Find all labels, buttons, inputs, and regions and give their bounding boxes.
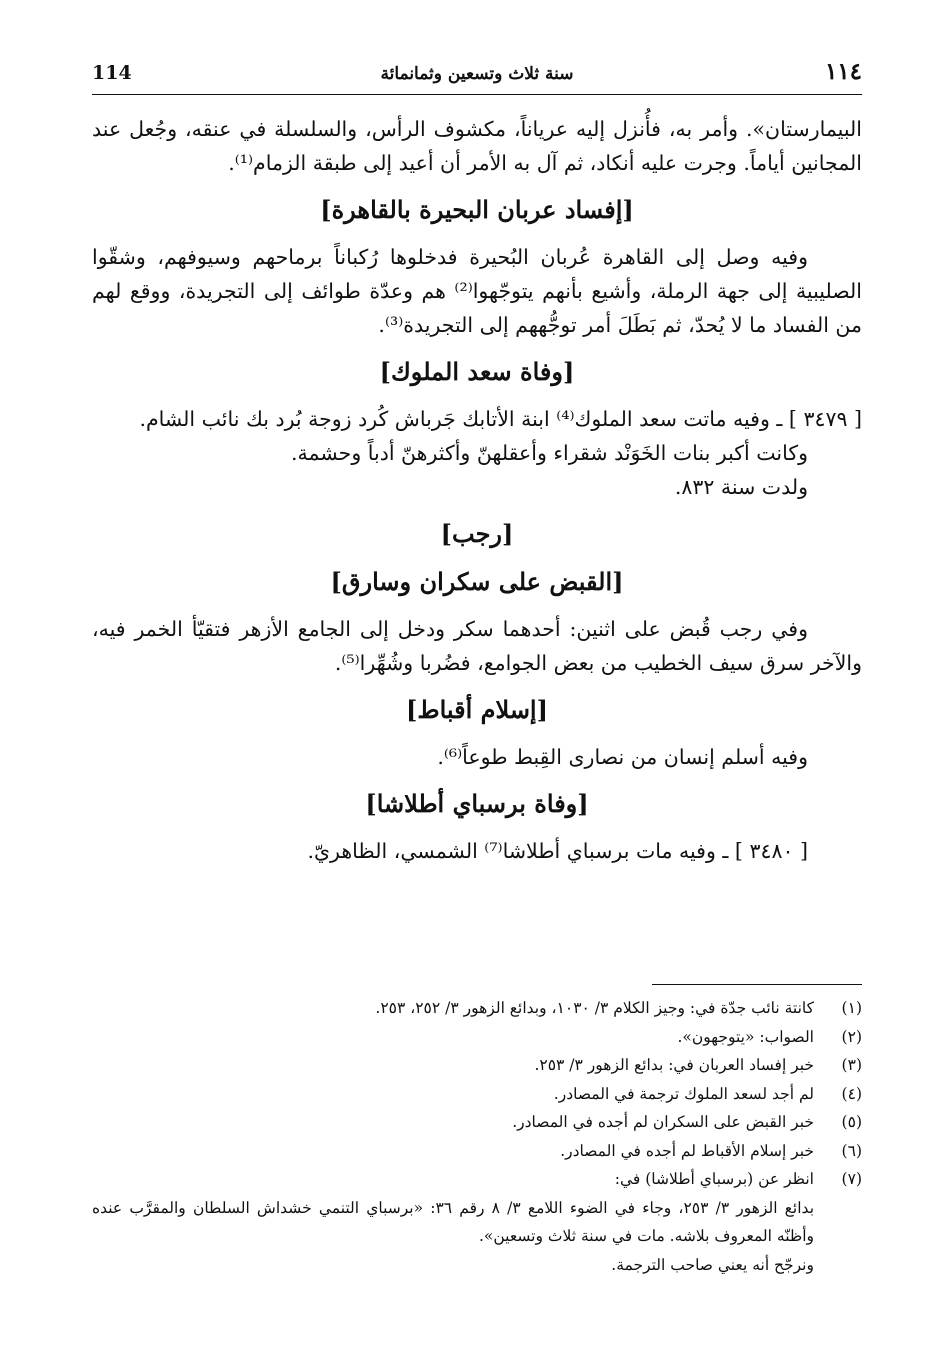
footnote — [92, 1108, 862, 1137]
page-number-latin: 114 — [92, 62, 132, 84]
footnotes — [92, 994, 862, 1279]
footnote — [92, 1137, 862, 1166]
footnote-number: (٧) — [841, 1170, 862, 1188]
footnote-number: (٢) — [841, 1027, 862, 1046]
footnote — [92, 1165, 862, 1194]
page-number-arabic: ١١٤ — [824, 58, 862, 85]
footnote — [92, 1080, 862, 1109]
footnote-text: خبر إسلام الأقباط لم أجده في المصادر. — [560, 1141, 814, 1160]
section-heading-conversion: [إسلام أقباط] — [406, 695, 548, 724]
footnote — [92, 994, 862, 1023]
paragraph-birth-year: ولدت سنة ٨٣٢. — [674, 475, 808, 499]
footnote-number: (٥) — [841, 1113, 862, 1131]
footnote-continuation: ونرجّح أنه يعني صاحب الترجمة. — [611, 1255, 814, 1274]
paragraph-arrest: وفي رجب قُبض على اثنين: أحدهما سكر ودخل إلى الجامع الأزهر فتقيّأ الخمر فيه، والآخر سرق سيف الخطيب من بعض الجوامع، فضُربا وشُهِّرا⁽⁵⁾. — [92, 617, 862, 675]
paragraph-bedouin: وفيه وصل إلى القاهرة عُربان البُحيرة فدخلوها رُكباناً برماحهم وسيوفهم، وشقّوا الصليبية إلى جهة الرملة، وأشيع بأنهم يتوجّهوا⁽²⁾ هم وعدّة طوائف إلى التجريدة، ووقع لهم من الفساد ما لا يُحدّ، ثم بَطَلَ أمر توجُّههم إلى التجريدة⁽³⁾. — [92, 245, 862, 337]
footnote-continuation: بدائع الزهور ٣/ ٢٥٣، وجاء في الضوء اللامع ٣/ ٨ رقم ٣٦: «برسباي التنمي خشداش السلطان والمقرَّب عنده وأظنّه المعروف بلاشه. مات في سنة ثلاث وتسعين». — [92, 1198, 815, 1245]
footnote-number: (٤) — [841, 1084, 862, 1103]
footnote-text: لم أجد لسعد الملوك ترجمة في المصادر. — [553, 1084, 814, 1103]
paragraph-conversion: وفيه أسلم إنسان من نصارى القِبط طوعاً⁽⁶⁾. — [437, 745, 808, 769]
footnote-text: انظر عن (برسباي أطلاشا) في: — [614, 1170, 814, 1188]
footnote-number: (٦) — [841, 1141, 862, 1160]
section-heading-arrest: [القبض على سكران وسارق] — [330, 567, 624, 596]
running-title: سنة ثلاث وتسعين وثمانمائة — [380, 64, 574, 84]
footnote-text: الصواب: «يتوجهون». — [677, 1027, 814, 1046]
section-heading-rajab: [رجب] — [440, 519, 514, 548]
footnote — [92, 1023, 862, 1052]
footnote-text: كانتة نائب جدّة في: وجيز الكلام ٣/ ١٠٣٠، وبدائع الزهور ٣/ ٢٥٢، ٢٥٣. — [375, 999, 814, 1017]
page-header — [92, 58, 862, 90]
section-heading-bedouin-corruption: [إفساد عربان البحيرة بالقاهرة] — [320, 195, 634, 224]
main-text — [92, 112, 862, 868]
paragraph-obituary-3480: [ ٣٤٨٠ ] ـ وفيه مات برسباي أطلاشا⁽⁷⁾ الشمسي، الظاهريّ. — [307, 839, 808, 863]
section-heading-death-saad-al-muluk: [وفاة سعد الملوك] — [379, 357, 575, 386]
footnote-rule — [652, 984, 862, 985]
footnote — [92, 1051, 862, 1080]
footnote-number: (١) — [841, 999, 862, 1017]
paragraph-description: وكانت أكبر بنات الخَوَنْد شقراء وأعقلهنّ وأكثرهنّ أدباً وحشمة. — [291, 441, 808, 465]
paragraph-continuation: البيمارستان». وأمر به، فأُنزل إليه عرياناً، مكشوف الرأس، والسلسلة في عنقه، وجُعل عند المجانين أياماً. وجرت عليه أنكاد، ثم آل به الأمر أن أعيد إلى طبقة الزمام⁽¹⁾. — [92, 117, 862, 175]
footnote-text: خبر إفساد العربان في: بدائع الزهور ٣/ ٢٥٣. — [534, 1056, 814, 1074]
header-rule — [92, 94, 862, 95]
paragraph-obituary-3479: [ ٣٤٧٩ ] ـ وفيه ماتت سعد الملوك⁽⁴⁾ ابنة الأتابك جَرباش كُرد زوجة بُرد بك نائب الشام. — [139, 407, 862, 431]
footnote-number: (٣) — [841, 1056, 862, 1074]
section-heading-death-barsbay: [وفاة برسباي أطلاشا] — [365, 789, 589, 818]
footnote-text: خبر القبض على السكران لم أجده في المصادر. — [512, 1113, 814, 1131]
